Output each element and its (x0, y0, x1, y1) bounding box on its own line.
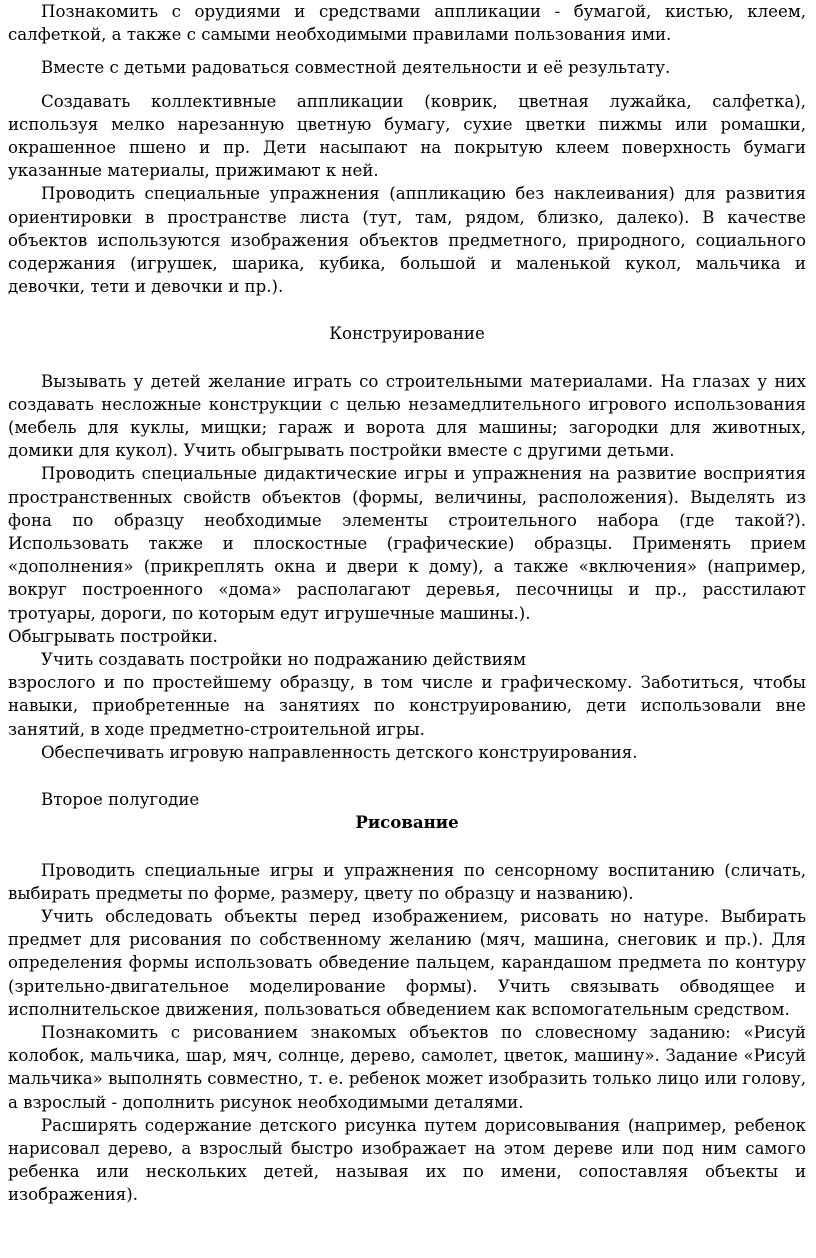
paragraph-imitation-line: Учить создавать постройки но подражанию действиям (41, 650, 527, 670)
paragraph-play-buildings: Обыгрывать постройки. (8, 626, 218, 646)
paragraph-joint-activity: Вместе с детьми радоваться совместной деятельности и её результату. (41, 58, 671, 78)
document-page (8, 0, 806, 1207)
paragraph-applique-tools: Познакомить с орудиями и средствами аппликации - бумагой, кистью, клеем, салфеткой, а также с самыми необходимыми правилами пользования ими. (8, 2, 806, 45)
paragraph-collective-applique: Создавать коллективные аппликации (коврик, цветная лужайка, салфетка), используя мелко нарезанную цветную бумагу, сухие цветки пижмы или ромашки, окрашенное пшено и пр. Дети насыпают на покрытую клеем поверхность бумаги указанные материалы, прижимают к ней. (8, 91, 806, 181)
paragraph-extend-drawing: Расширять содержание детского рисунка путем дорисовывания (например, ребенок нарисовал дерево, а взрослый быстро изображает на этом дереве или под ним самого ребенка или нескольких детей, называя их по имени, сопоставляя объекты и изображения). (8, 1115, 806, 1205)
paragraph-play-orientation: Обеспечивать игровую направленность детского конструирования. (41, 742, 638, 762)
section-heading-construction: Конструирование (329, 324, 485, 344)
paragraph-verbal-task: Познакомить с рисованием знакомых объектов по словесному заданию: «Рисуй колобок, мальчика, шар, мяч, солнце, дерево, самолет, цветок, машину». Задание «Рисуй мальчика» выполнять совместно, т. е. ребенок может изобразить только лицо или голову, а взрослый - дополнить рисунок необходимыми деталями. (8, 1022, 806, 1112)
paragraph-space-orientation: Проводить специальные упражнения (аппликацию без наклеивания) для развития ориентировки в пространстве листа (тут, там, рядом, близко, далеко). В качестве объектов используются изображения объектов предметного, природного, социального содержания (игрушек, шарика, кубика, большой и маленькой кукол, мальчика и девочки, тети и девочки и пр.). (8, 184, 806, 297)
paragraph-building-materials: Вызывать у детей желание играть со строительными материалами. На глазах у них создавать несложные конструкции с целью незамедлительного игрового использования (мебель для куклы, мищки; гараж и ворота для машины; загородки для животных, домики для кукол). Учить обыгрывать постройки вместе с другими детьми. (8, 371, 806, 461)
paragraph-didactic-games: Проводить специальные дидактические игры и упражнения на развитие восприятия пространственных свойств объектов (формы, величины, расположения). Выделять из фона по образцу необходимые элементы строительного набора (где такой?). Использовать также и плоскостные (графические) образцы. Применять прием «дополнения» (прикреплять окна и двери к дому), а также «включения» (например, вокруг построенного «дома» располагают деревья, песочницы и пр., расстилают тротуары, дороги, по которым едут игрушечные машины.). (8, 464, 806, 623)
section-label-second-half: Второе полугодие (41, 790, 200, 810)
paragraph-sensory-games: Проводить специальные игры и упражнения по сенсорному воспитанию (сличать, выбирать предметы по форме, размеру, цвету по образцу и названию). (8, 860, 806, 903)
paragraph-examine-objects: Учить обследовать объекты перед изображением, рисовать но натуре. Выбирать предмет для рисования по собственному желанию (мяч, машина, снеговик и пр.). Для определения формы использовать обведение пальцем, карандашом предмета по контуру (зрительно-двигательное моделирование формы). Учить связывать обводящее и исполнительское движения, пользоваться обведением как вспомогательным средством. (8, 906, 806, 1019)
section-heading-drawing: Рисование (355, 812, 459, 833)
paragraph-imitation-continued: взрослого и по простейшему образцу, в том числе и графическому. Заботиться, чтобы навыки, приобретенные на занятиях по конструированию, дети использовали вне занятий, в ходе предметно-строительной игры. (8, 673, 806, 739)
